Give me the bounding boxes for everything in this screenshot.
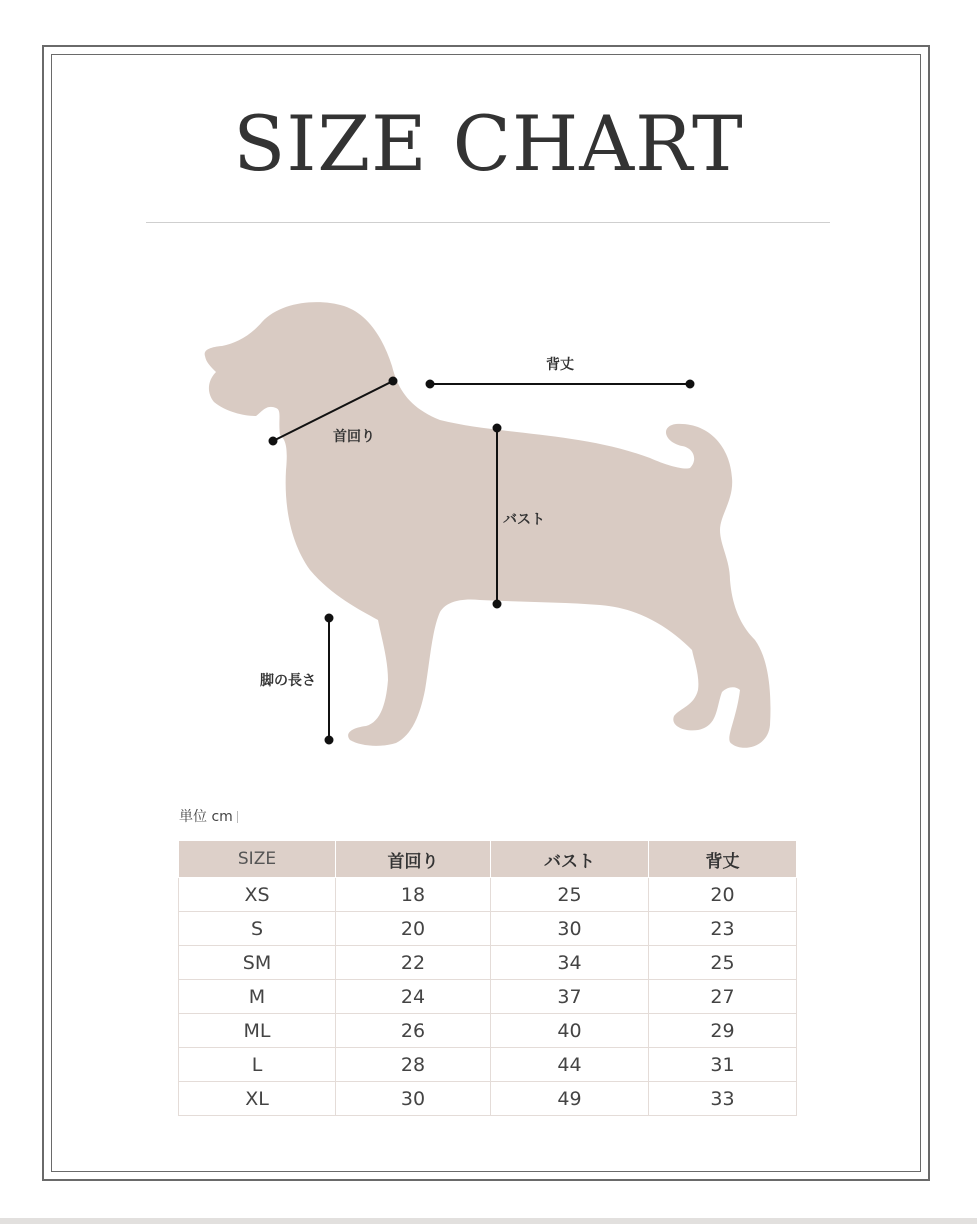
cell-neck: 26 [336,1014,491,1048]
cell-size: SM [179,946,336,980]
back-length-label: 背丈 [546,357,574,373]
cell-neck: 20 [336,912,491,946]
cell-back-length: 20 [649,878,797,912]
header-neck: 首回り [336,841,491,878]
table-row [179,980,797,1014]
table-row [179,946,797,980]
table-row [179,1014,797,1048]
table-row [179,1048,797,1082]
cell-back-length: 33 [649,1082,797,1116]
page-title: SIZE CHART [233,99,744,188]
cell-size: XS [179,878,336,912]
cell-bust: 25 [491,878,649,912]
cell-back-length: 31 [649,1048,797,1082]
cell-back-length: 25 [649,946,797,980]
cell-neck: 22 [336,946,491,980]
page-bottom-edge [0,1218,977,1224]
cell-size: M [179,980,336,1014]
back-length-measure-line [427,381,694,388]
header-bust: バスト [491,841,649,878]
cell-size: S [179,912,336,946]
cell-bust: 40 [491,1014,649,1048]
cell-bust: 34 [491,946,649,980]
unit-divider [237,811,238,823]
cell-back-length: 23 [649,912,797,946]
cell-neck: 30 [336,1082,491,1116]
cell-neck: 28 [336,1048,491,1082]
leg-length-measure-line [326,615,333,744]
size-table [178,840,797,1116]
cell-back-length: 27 [649,980,797,1014]
cell-bust: 44 [491,1048,649,1082]
header-size: SIZE [179,841,336,878]
leg-length-label: 脚の長さ [260,673,316,689]
table-header-row [179,841,797,878]
cell-bust: 49 [491,1082,649,1116]
cell-back-length: 29 [649,1014,797,1048]
unit-text: 単位 cm [179,809,233,825]
cell-size: ML [179,1014,336,1048]
table-row [179,878,797,912]
table-row [179,912,797,946]
cell-neck: 18 [336,878,491,912]
neck-label: 首回り [333,429,375,445]
cell-neck: 24 [336,980,491,1014]
bust-label: バスト [503,512,545,528]
cell-bust: 30 [491,912,649,946]
table-row [179,1082,797,1116]
header-back-length: 背丈 [649,841,797,878]
cell-size: XL [179,1082,336,1116]
cell-bust: 37 [491,980,649,1014]
cell-size: L [179,1048,336,1082]
unit-label [179,806,238,826]
